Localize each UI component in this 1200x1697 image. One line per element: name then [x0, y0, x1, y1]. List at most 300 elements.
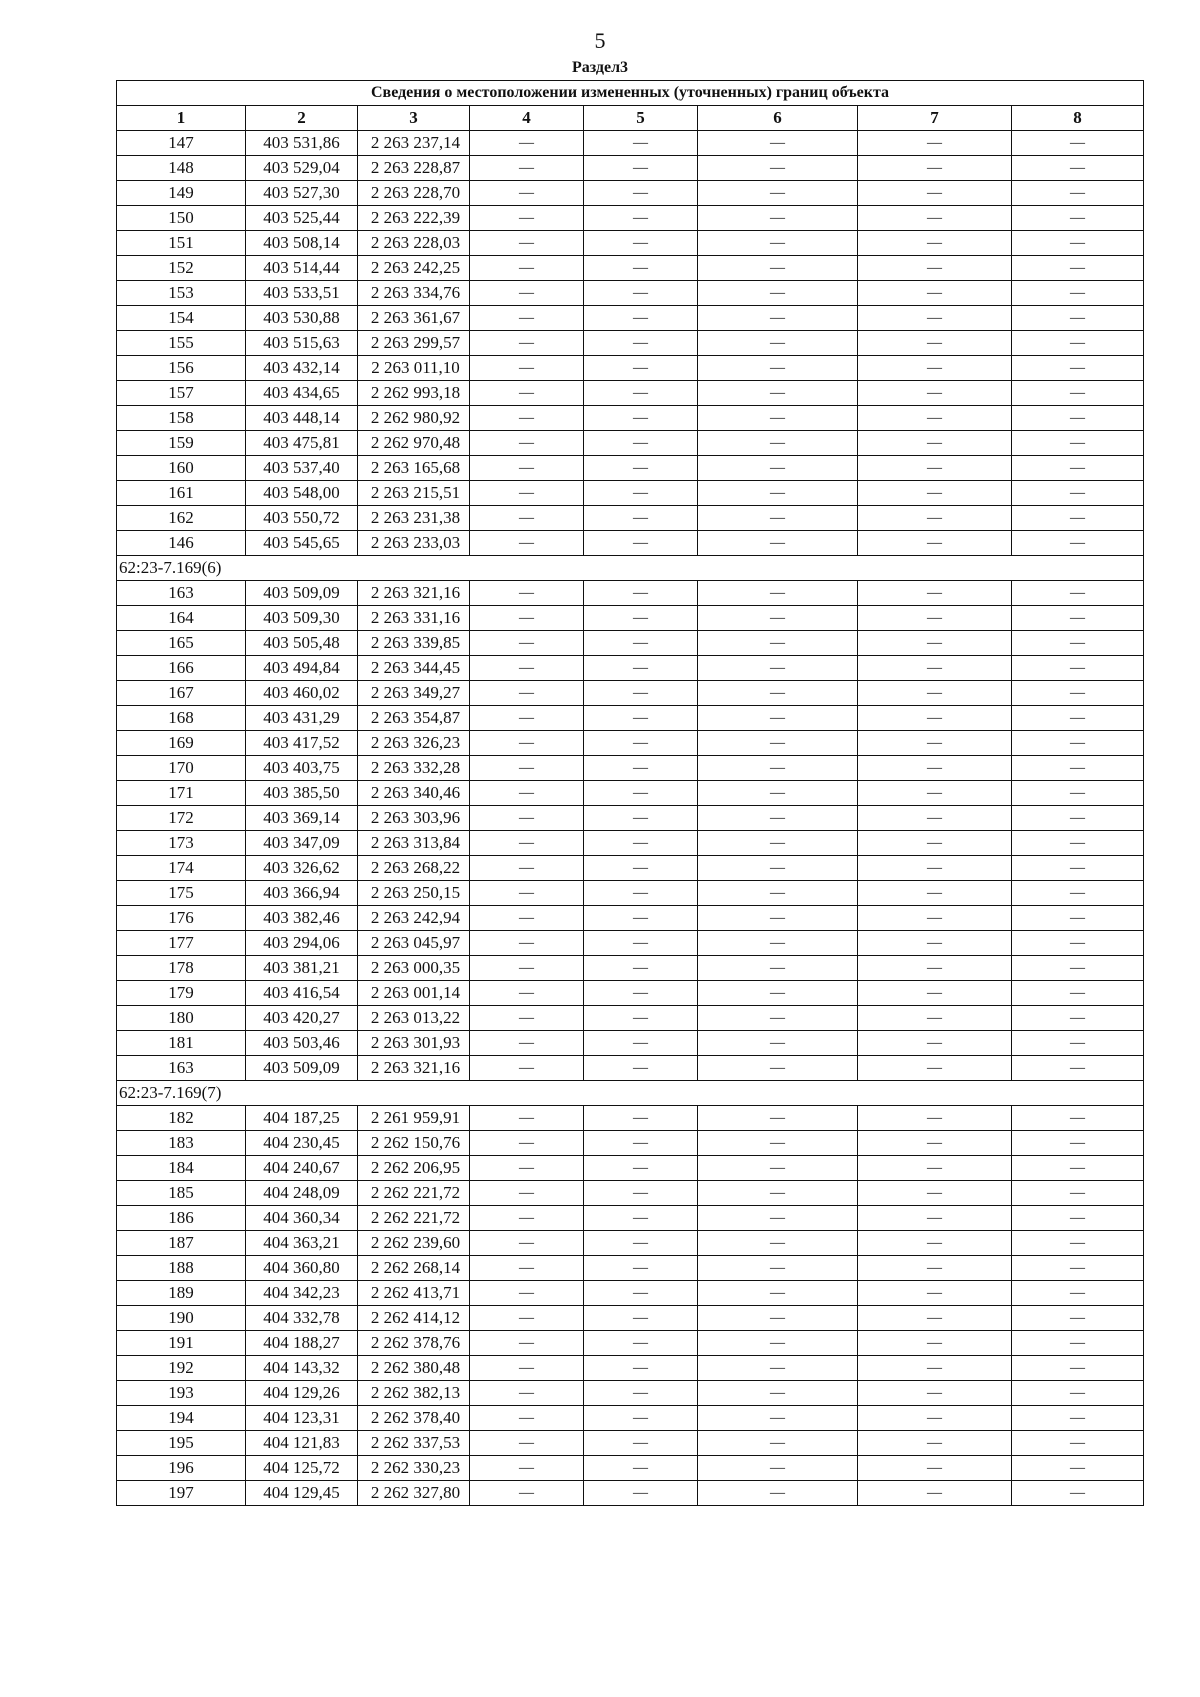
dash-cell: —	[584, 1056, 698, 1081]
dash-cell: —	[584, 256, 698, 281]
dash-cell: —	[698, 756, 858, 781]
table-row	[117, 631, 1144, 656]
x-coordinate-cell: 404 230,45	[246, 1131, 358, 1156]
table-row	[117, 231, 1144, 256]
x-coordinate-cell: 404 121,83	[246, 1431, 358, 1456]
dash-cell: —	[470, 681, 584, 706]
dash-cell: —	[698, 231, 858, 256]
y-coordinate-cell: 2 263 354,87	[358, 706, 470, 731]
dash-cell: —	[470, 431, 584, 456]
section-title: Раздел3	[571, 59, 629, 76]
dash-cell: —	[1012, 631, 1144, 656]
point-number-cell: 184	[117, 1156, 246, 1181]
point-number-cell: 161	[117, 481, 246, 506]
dash-cell: —	[858, 631, 1012, 656]
x-coordinate-cell: 404 143,32	[246, 1356, 358, 1381]
x-coordinate-cell: 403 514,44	[246, 256, 358, 281]
dash-cell: —	[1012, 206, 1144, 231]
dash-cell: —	[698, 306, 858, 331]
dash-cell: —	[1012, 431, 1144, 456]
dash-cell: —	[698, 156, 858, 181]
point-number-cell: 177	[117, 931, 246, 956]
y-coordinate-cell: 2 263 344,45	[358, 656, 470, 681]
y-coordinate-cell: 2 262 380,48	[358, 1356, 470, 1381]
dash-cell: —	[1012, 506, 1144, 531]
dash-cell: —	[470, 356, 584, 381]
point-number-cell: 146	[117, 531, 246, 556]
dash-cell: —	[698, 1006, 858, 1031]
dash-cell: —	[584, 1406, 698, 1431]
x-coordinate-cell: 403 508,14	[246, 231, 358, 256]
point-number-cell: 186	[117, 1206, 246, 1231]
point-number-cell: 168	[117, 706, 246, 731]
dash-cell: —	[698, 931, 858, 956]
point-number-cell: 152	[117, 256, 246, 281]
x-coordinate-cell: 403 420,27	[246, 1006, 358, 1031]
dash-cell: —	[1012, 1356, 1144, 1381]
point-number-cell: 196	[117, 1456, 246, 1481]
table-row	[117, 856, 1144, 881]
y-coordinate-cell: 2 262 221,72	[358, 1181, 470, 1206]
dash-cell: —	[858, 706, 1012, 731]
x-coordinate-cell: 404 332,78	[246, 1306, 358, 1331]
y-coordinate-cell: 2 262 378,40	[358, 1406, 470, 1431]
dash-cell: —	[858, 231, 1012, 256]
point-number-cell: 197	[117, 1481, 246, 1506]
y-coordinate-cell: 2 262 150,76	[358, 1131, 470, 1156]
dash-cell: —	[1012, 606, 1144, 631]
dash-cell: —	[470, 481, 584, 506]
dash-cell: —	[470, 1281, 584, 1306]
dash-cell: —	[470, 606, 584, 631]
table-row	[117, 1006, 1144, 1031]
x-coordinate-cell: 403 448,14	[246, 406, 358, 431]
table-row	[117, 881, 1144, 906]
dash-cell: —	[1012, 1206, 1144, 1231]
dash-cell: —	[584, 831, 698, 856]
dash-cell: —	[470, 806, 584, 831]
y-coordinate-cell: 2 262 330,23	[358, 1456, 470, 1481]
dash-cell: —	[1012, 881, 1144, 906]
dash-cell: —	[584, 306, 698, 331]
y-coordinate-cell: 2 262 980,92	[358, 406, 470, 431]
y-coordinate-cell: 2 261 959,91	[358, 1106, 470, 1131]
y-coordinate-cell: 2 263 013,22	[358, 1006, 470, 1031]
dash-cell: —	[1012, 956, 1144, 981]
dash-cell: —	[584, 281, 698, 306]
dash-cell: —	[470, 831, 584, 856]
column-header: 1	[117, 106, 246, 131]
point-number-cell: 181	[117, 1031, 246, 1056]
dash-cell: —	[698, 1456, 858, 1481]
dash-cell: —	[698, 956, 858, 981]
y-coordinate-cell: 2 263 321,16	[358, 1056, 470, 1081]
y-coordinate-cell: 2 263 165,68	[358, 456, 470, 481]
point-number-cell: 191	[117, 1331, 246, 1356]
dash-cell: —	[698, 731, 858, 756]
dash-cell: —	[1012, 231, 1144, 256]
dash-cell: —	[698, 1231, 858, 1256]
dash-cell: —	[1012, 731, 1144, 756]
y-coordinate-cell: 2 263 334,76	[358, 281, 470, 306]
table-row	[117, 531, 1144, 556]
dash-cell: —	[584, 431, 698, 456]
y-coordinate-cell: 2 263 228,03	[358, 231, 470, 256]
x-coordinate-cell: 403 548,00	[246, 481, 358, 506]
dash-cell: —	[1012, 1306, 1144, 1331]
dash-cell: —	[584, 931, 698, 956]
dash-cell: —	[470, 1181, 584, 1206]
x-coordinate-cell: 403 531,86	[246, 131, 358, 156]
dash-cell: —	[858, 806, 1012, 831]
x-coordinate-cell: 403 505,48	[246, 631, 358, 656]
group-label: 62:23-7.169(7)	[117, 1081, 1144, 1106]
x-coordinate-cell: 403 503,46	[246, 1031, 358, 1056]
dash-cell: —	[1012, 131, 1144, 156]
table-row	[117, 981, 1144, 1006]
dash-cell: —	[698, 1481, 858, 1506]
dash-cell: —	[858, 1431, 1012, 1456]
dash-cell: —	[858, 1406, 1012, 1431]
dash-cell: —	[1012, 1181, 1144, 1206]
dash-cell: —	[584, 581, 698, 606]
dash-cell: —	[858, 681, 1012, 706]
dash-cell: —	[584, 231, 698, 256]
dash-cell: —	[698, 431, 858, 456]
dash-cell: —	[858, 206, 1012, 231]
dash-cell: —	[584, 1431, 698, 1456]
dash-cell: —	[858, 356, 1012, 381]
group-row	[117, 1081, 1144, 1106]
dash-cell: —	[1012, 1106, 1144, 1131]
dash-cell: —	[858, 956, 1012, 981]
dash-cell: —	[858, 131, 1012, 156]
table-row	[117, 1381, 1144, 1406]
dash-cell: —	[470, 1231, 584, 1256]
table-row	[117, 281, 1144, 306]
point-number-cell: 176	[117, 906, 246, 931]
dash-cell: —	[698, 1356, 858, 1381]
x-coordinate-cell: 404 342,23	[246, 1281, 358, 1306]
dash-cell: —	[698, 1131, 858, 1156]
y-coordinate-cell: 2 263 045,97	[358, 931, 470, 956]
dash-cell: —	[584, 1356, 698, 1381]
y-coordinate-cell: 2 263 361,67	[358, 306, 470, 331]
y-coordinate-cell: 2 263 301,93	[358, 1031, 470, 1056]
dash-cell: —	[858, 306, 1012, 331]
table-row	[117, 931, 1144, 956]
dash-cell: —	[698, 856, 858, 881]
dash-cell: —	[858, 456, 1012, 481]
table-row	[117, 256, 1144, 281]
dash-cell: —	[584, 1181, 698, 1206]
dash-cell: —	[1012, 1056, 1144, 1081]
dash-cell: —	[1012, 331, 1144, 356]
y-coordinate-cell: 2 263 339,85	[358, 631, 470, 656]
table-row	[117, 1481, 1144, 1506]
x-coordinate-cell: 404 187,25	[246, 1106, 358, 1131]
dash-cell: —	[470, 506, 584, 531]
column-header: 4	[470, 106, 584, 131]
dash-cell: —	[858, 1331, 1012, 1356]
x-coordinate-cell: 404 240,67	[246, 1156, 358, 1181]
dash-cell: —	[1012, 1381, 1144, 1406]
point-number-cell: 153	[117, 281, 246, 306]
dash-cell: —	[858, 1356, 1012, 1381]
dash-cell: —	[1012, 856, 1144, 881]
dash-cell: —	[698, 381, 858, 406]
dash-cell: —	[584, 1106, 698, 1131]
dash-cell: —	[858, 906, 1012, 931]
x-coordinate-cell: 403 525,44	[246, 206, 358, 231]
table-row	[117, 1431, 1144, 1456]
dash-cell: —	[584, 406, 698, 431]
dash-cell: —	[584, 481, 698, 506]
dash-cell: —	[584, 1256, 698, 1281]
table-row	[117, 1056, 1144, 1081]
dash-cell: —	[858, 731, 1012, 756]
point-number-cell: 147	[117, 131, 246, 156]
table-row	[117, 431, 1144, 456]
point-number-cell: 154	[117, 306, 246, 331]
x-coordinate-cell: 403 369,14	[246, 806, 358, 831]
x-coordinate-cell: 403 537,40	[246, 456, 358, 481]
dash-cell: —	[470, 1256, 584, 1281]
y-coordinate-cell: 2 263 222,39	[358, 206, 470, 231]
dash-cell: —	[470, 931, 584, 956]
dash-cell: —	[858, 531, 1012, 556]
point-number-cell: 150	[117, 206, 246, 231]
dash-cell: —	[698, 456, 858, 481]
dash-cell: —	[698, 531, 858, 556]
table-row	[117, 906, 1144, 931]
point-number-cell: 193	[117, 1381, 246, 1406]
dash-cell: —	[698, 181, 858, 206]
table-row	[117, 956, 1144, 981]
dash-cell: —	[698, 1431, 858, 1456]
y-coordinate-cell: 2 263 242,94	[358, 906, 470, 931]
table-row	[117, 181, 1144, 206]
dash-cell: —	[858, 406, 1012, 431]
dash-cell: —	[858, 331, 1012, 356]
dash-cell: —	[858, 1156, 1012, 1181]
dash-cell: —	[858, 1306, 1012, 1331]
table-row	[117, 331, 1144, 356]
dash-cell: —	[470, 781, 584, 806]
dash-cell: —	[1012, 1006, 1144, 1031]
y-coordinate-cell: 2 262 378,76	[358, 1331, 470, 1356]
dash-cell: —	[698, 681, 858, 706]
x-coordinate-cell: 404 360,34	[246, 1206, 358, 1231]
dash-cell: —	[470, 1156, 584, 1181]
y-coordinate-cell: 2 263 215,51	[358, 481, 470, 506]
table-row	[117, 456, 1144, 481]
x-coordinate-cell: 403 417,52	[246, 731, 358, 756]
dash-cell: —	[470, 581, 584, 606]
dash-cell: —	[698, 1381, 858, 1406]
dash-cell: —	[698, 1256, 858, 1281]
point-number-cell: 174	[117, 856, 246, 881]
table-row	[117, 206, 1144, 231]
dash-cell: —	[858, 156, 1012, 181]
dash-cell: —	[1012, 156, 1144, 181]
table-row	[117, 1406, 1144, 1431]
point-number-cell: 155	[117, 331, 246, 356]
dash-cell: —	[1012, 781, 1144, 806]
dash-cell: —	[1012, 281, 1144, 306]
y-coordinate-cell: 2 263 326,23	[358, 731, 470, 756]
table-row	[117, 1206, 1144, 1231]
dash-cell: —	[470, 906, 584, 931]
dash-cell: —	[858, 1481, 1012, 1506]
dash-cell: —	[584, 1481, 698, 1506]
table-row	[117, 706, 1144, 731]
x-coordinate-cell: 403 366,94	[246, 881, 358, 906]
y-coordinate-cell: 2 262 382,13	[358, 1381, 470, 1406]
page-number: 5	[594, 28, 606, 53]
table-row	[117, 656, 1144, 681]
x-coordinate-cell: 403 326,62	[246, 856, 358, 881]
x-coordinate-cell: 403 475,81	[246, 431, 358, 456]
y-coordinate-cell: 2 263 231,38	[358, 506, 470, 531]
dash-cell: —	[858, 1256, 1012, 1281]
dash-cell: —	[470, 181, 584, 206]
dash-cell: —	[1012, 1231, 1144, 1256]
dash-cell: —	[584, 206, 698, 231]
dash-cell: —	[858, 781, 1012, 806]
dash-cell: —	[470, 1306, 584, 1331]
table-row	[117, 1356, 1144, 1381]
point-number-cell: 180	[117, 1006, 246, 1031]
y-coordinate-cell: 2 263 303,96	[358, 806, 470, 831]
dash-cell: —	[1012, 756, 1144, 781]
point-number-cell: 166	[117, 656, 246, 681]
dash-cell: —	[470, 631, 584, 656]
dash-cell: —	[858, 281, 1012, 306]
table-row	[117, 481, 1144, 506]
dash-cell: —	[470, 1106, 584, 1131]
dash-cell: —	[698, 1156, 858, 1181]
point-number-cell: 192	[117, 1356, 246, 1381]
dash-cell: —	[1012, 1256, 1144, 1281]
y-coordinate-cell: 2 262 268,14	[358, 1256, 470, 1281]
dash-cell: —	[470, 381, 584, 406]
dash-cell: —	[584, 681, 698, 706]
point-number-cell: 182	[117, 1106, 246, 1131]
dash-cell: —	[470, 1356, 584, 1381]
point-number-cell: 175	[117, 881, 246, 906]
dash-cell: —	[698, 1056, 858, 1081]
dash-cell: —	[698, 481, 858, 506]
dash-cell: —	[858, 831, 1012, 856]
dash-cell: —	[698, 131, 858, 156]
dash-cell: —	[858, 1206, 1012, 1231]
dash-cell: —	[470, 256, 584, 281]
x-coordinate-cell: 403 515,63	[246, 331, 358, 356]
x-coordinate-cell: 403 347,09	[246, 831, 358, 856]
point-number-cell: 172	[117, 806, 246, 831]
dash-cell: —	[470, 331, 584, 356]
dash-cell: —	[470, 1431, 584, 1456]
x-coordinate-cell: 403 403,75	[246, 756, 358, 781]
y-coordinate-cell: 2 263 268,22	[358, 856, 470, 881]
dash-cell: —	[1012, 306, 1144, 331]
y-coordinate-cell: 2 263 000,35	[358, 956, 470, 981]
dash-cell: —	[470, 1031, 584, 1056]
dash-cell: —	[1012, 1031, 1144, 1056]
dash-cell: —	[470, 406, 584, 431]
table-row	[117, 606, 1144, 631]
dash-cell: —	[698, 206, 858, 231]
dash-cell: —	[470, 881, 584, 906]
dash-cell: —	[698, 981, 858, 1006]
dash-cell: —	[584, 356, 698, 381]
table-header-row	[117, 106, 1144, 131]
table-row	[117, 781, 1144, 806]
dash-cell: —	[858, 256, 1012, 281]
dash-cell: —	[1012, 1456, 1144, 1481]
point-number-cell: 178	[117, 956, 246, 981]
x-coordinate-cell: 404 363,21	[246, 1231, 358, 1256]
y-coordinate-cell: 2 263 299,57	[358, 331, 470, 356]
dash-cell: —	[1012, 1331, 1144, 1356]
table-row	[117, 1131, 1144, 1156]
dash-cell: —	[470, 131, 584, 156]
y-coordinate-cell: 2 263 233,03	[358, 531, 470, 556]
dash-cell: —	[584, 1006, 698, 1031]
x-coordinate-cell: 403 382,46	[246, 906, 358, 931]
table-row	[117, 1281, 1144, 1306]
dash-cell: —	[858, 1281, 1012, 1306]
y-coordinate-cell: 2 262 239,60	[358, 1231, 470, 1256]
dash-cell: —	[470, 756, 584, 781]
dash-cell: —	[1012, 656, 1144, 681]
column-header: 2	[246, 106, 358, 131]
dash-cell: —	[584, 731, 698, 756]
dash-cell: —	[698, 781, 858, 806]
y-coordinate-cell: 2 262 221,72	[358, 1206, 470, 1231]
dash-cell: —	[584, 381, 698, 406]
dash-cell: —	[1012, 1481, 1144, 1506]
dash-cell: —	[584, 1281, 698, 1306]
x-coordinate-cell: 403 533,51	[246, 281, 358, 306]
dash-cell: —	[858, 431, 1012, 456]
table-caption: Сведения о местоположении измененных (уточненных) границ объекта	[117, 81, 1144, 106]
x-coordinate-cell: 404 248,09	[246, 1181, 358, 1206]
x-coordinate-cell: 403 550,72	[246, 506, 358, 531]
table-row	[117, 1156, 1144, 1181]
dash-cell: —	[698, 606, 858, 631]
dash-cell: —	[698, 881, 858, 906]
dash-cell: —	[858, 1231, 1012, 1256]
x-coordinate-cell: 403 509,09	[246, 581, 358, 606]
y-coordinate-cell: 2 263 321,16	[358, 581, 470, 606]
dash-cell: —	[470, 981, 584, 1006]
x-coordinate-cell: 403 527,30	[246, 181, 358, 206]
point-number-cell: 183	[117, 1131, 246, 1156]
point-number-cell: 149	[117, 181, 246, 206]
point-number-cell: 189	[117, 1281, 246, 1306]
dash-cell: —	[858, 506, 1012, 531]
point-number-cell: 194	[117, 1406, 246, 1431]
y-coordinate-cell: 2 263 228,70	[358, 181, 470, 206]
dash-cell: —	[470, 531, 584, 556]
point-number-cell: 151	[117, 231, 246, 256]
y-coordinate-cell: 2 263 332,28	[358, 756, 470, 781]
y-coordinate-cell: 2 263 011,10	[358, 356, 470, 381]
point-number-cell: 163	[117, 1056, 246, 1081]
dash-cell: —	[470, 706, 584, 731]
